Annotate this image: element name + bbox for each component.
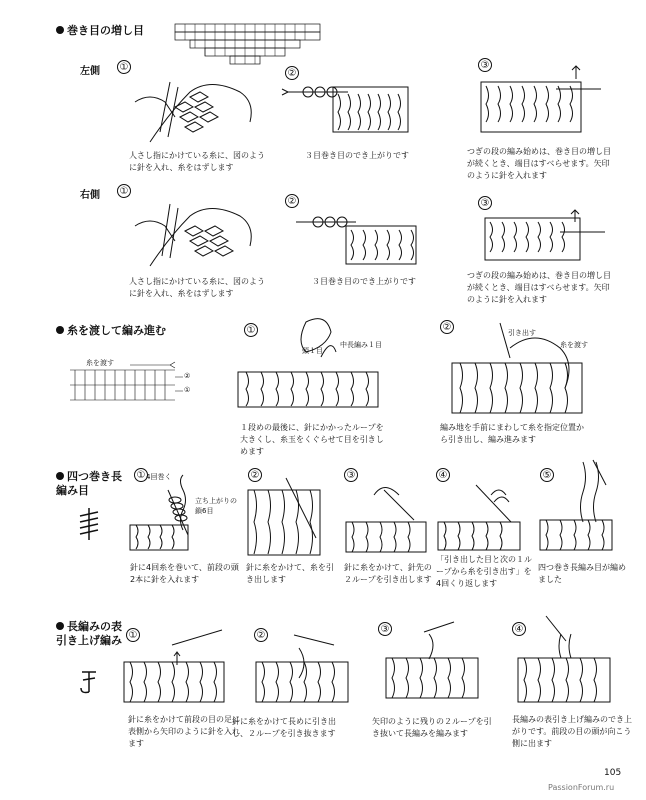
step-2-badge-s2: ② bbox=[440, 320, 454, 334]
section-title-carry-yarn: 糸を渡して編み進む bbox=[56, 322, 166, 338]
label-wrap-4: 4回巻く bbox=[146, 473, 172, 481]
watermark: PassionForum.ru bbox=[548, 783, 615, 792]
label-head-1: 頭１目 bbox=[302, 347, 323, 355]
caption-left-1: 人さし指にかけている糸に、図のように針を入れ、糸をはずします bbox=[129, 151, 265, 172]
front-post-insert-illustration bbox=[122, 630, 232, 705]
caption-right-2: ３目巻き目のでき上がりです bbox=[312, 277, 416, 286]
section-title-increase: 巻き目の増し目 bbox=[56, 22, 144, 38]
caption-s3-4: 「引き出した目と次の１ループから糸を引き出す」を4回くり返します bbox=[436, 555, 532, 588]
step-4-badge-s3: ④ bbox=[436, 468, 450, 482]
step-1-badge-s4: ① bbox=[126, 628, 140, 642]
step-2-badge: ② bbox=[285, 66, 299, 80]
caption-right-1: 人さし指にかけている糸に、図のように針を入れ、糸をはずします bbox=[129, 277, 265, 298]
caption-s4-3: 矢印のように残りの２ループを引き抜いて長編みを編みます bbox=[372, 717, 492, 738]
completed-quad-treble-illustration bbox=[538, 460, 618, 555]
hand-wrap-left-illustration bbox=[130, 62, 260, 147]
three-wraps-right-illustration bbox=[296, 212, 426, 267]
step-2-mini: ② bbox=[184, 372, 191, 380]
caption-s3-1: 針に4回糸を巻いて、前段の頭2本に針を入れます bbox=[130, 563, 239, 584]
step-2-badge-s4: ② bbox=[254, 628, 268, 642]
caption-s2-2: 編み地を手前にまわして糸を指定位置から引き出し、編み進みます bbox=[440, 423, 584, 444]
caption-s3-5: 四つ巻き長編み目が編めました bbox=[538, 563, 626, 584]
increase-chart-diagram bbox=[175, 24, 325, 66]
front-post-finish-illustration bbox=[384, 622, 484, 702]
right-side-label: 右側 bbox=[80, 190, 100, 201]
front-post-draw-illustration bbox=[254, 630, 354, 705]
caption-s3-2: 針に糸をかけて、糸を引き出します bbox=[246, 563, 334, 584]
step-2-badge-s3: ② bbox=[248, 468, 262, 482]
hand-wrap-right-illustration bbox=[130, 186, 260, 271]
step-1-badge-right: ① bbox=[117, 184, 131, 198]
caption-s3-3: 針に糸をかけて、針先の２ループを引き出します bbox=[344, 563, 432, 584]
page-number: 105 bbox=[604, 768, 622, 778]
draw-loop-illustration bbox=[246, 478, 326, 558]
label-half-double: 中長編み１目 bbox=[340, 341, 382, 349]
front-post-symbol-icon bbox=[76, 668, 102, 700]
step-1-badge-s3: ① bbox=[134, 468, 148, 482]
caption-s4-4: 長編みの表引き上げ編みのでき上がりです。前段の目の頭が向こう側に出ます bbox=[512, 715, 632, 748]
step-1-mini: ① bbox=[184, 386, 191, 394]
pull-two-loops-illustration bbox=[344, 480, 434, 555]
caption-left-2: ３目巻き目のでき上がりです bbox=[305, 151, 409, 160]
step-4-badge-s4: ④ bbox=[512, 622, 526, 636]
left-side-label: 左側 bbox=[80, 66, 100, 77]
step-3-badge-s3: ③ bbox=[344, 468, 358, 482]
step-2-badge-right: ② bbox=[285, 194, 299, 208]
section-title-quad-treble: 四つ巻き長編み目 bbox=[56, 470, 122, 497]
step-3-badge: ③ bbox=[478, 58, 492, 72]
quad-treble-symbol-icon bbox=[74, 506, 104, 542]
caption-s2-1: １段めの最後に、針にかかったループを大きくし、糸玉をくぐらせて目を引きしめます bbox=[240, 423, 384, 456]
next-row-left-illustration bbox=[476, 74, 606, 136]
caption-s4-2: 針に糸をかけて長めに引き出し、２ループを引き抜きます bbox=[232, 717, 336, 738]
label-carry-yarn: 糸を渡す bbox=[86, 359, 114, 367]
caption-right-3: つぎの段の編み始めは、巻き目の増し目が続くとき、端目はすべらせます。矢印のように針を入れます bbox=[467, 271, 611, 304]
step-1-badge-s2: ① bbox=[244, 323, 258, 337]
next-row-right-illustration bbox=[480, 210, 610, 265]
front-post-complete-illustration bbox=[516, 616, 616, 706]
loop-through-illustration bbox=[236, 312, 386, 412]
label-pull: 引き出す bbox=[508, 329, 536, 337]
three-wraps-left-illustration bbox=[288, 82, 418, 137]
repeat-four-illustration bbox=[436, 470, 526, 555]
caption-left-3: つぎの段の編み始めは、巻き目の増し目が続くとき、端目はすべらせます。矢印のように針を入れます bbox=[467, 147, 611, 180]
step-5-badge-s3: ⑤ bbox=[540, 468, 554, 482]
label-start-chain: 立ち上がりの鎖6目 bbox=[195, 497, 237, 515]
label-carry-yarn-2: 糸を渡す bbox=[560, 341, 588, 349]
section-title-front-post: 長編みの表引き上げ編み bbox=[56, 620, 122, 647]
caption-s4-1: 針に糸をかけて前段の目の足に表側から矢印のように針を入れます bbox=[128, 715, 240, 748]
step-1-badge: ① bbox=[117, 60, 131, 74]
step-3-badge-right: ③ bbox=[478, 196, 492, 210]
step-3-badge-s4: ③ bbox=[378, 622, 392, 636]
